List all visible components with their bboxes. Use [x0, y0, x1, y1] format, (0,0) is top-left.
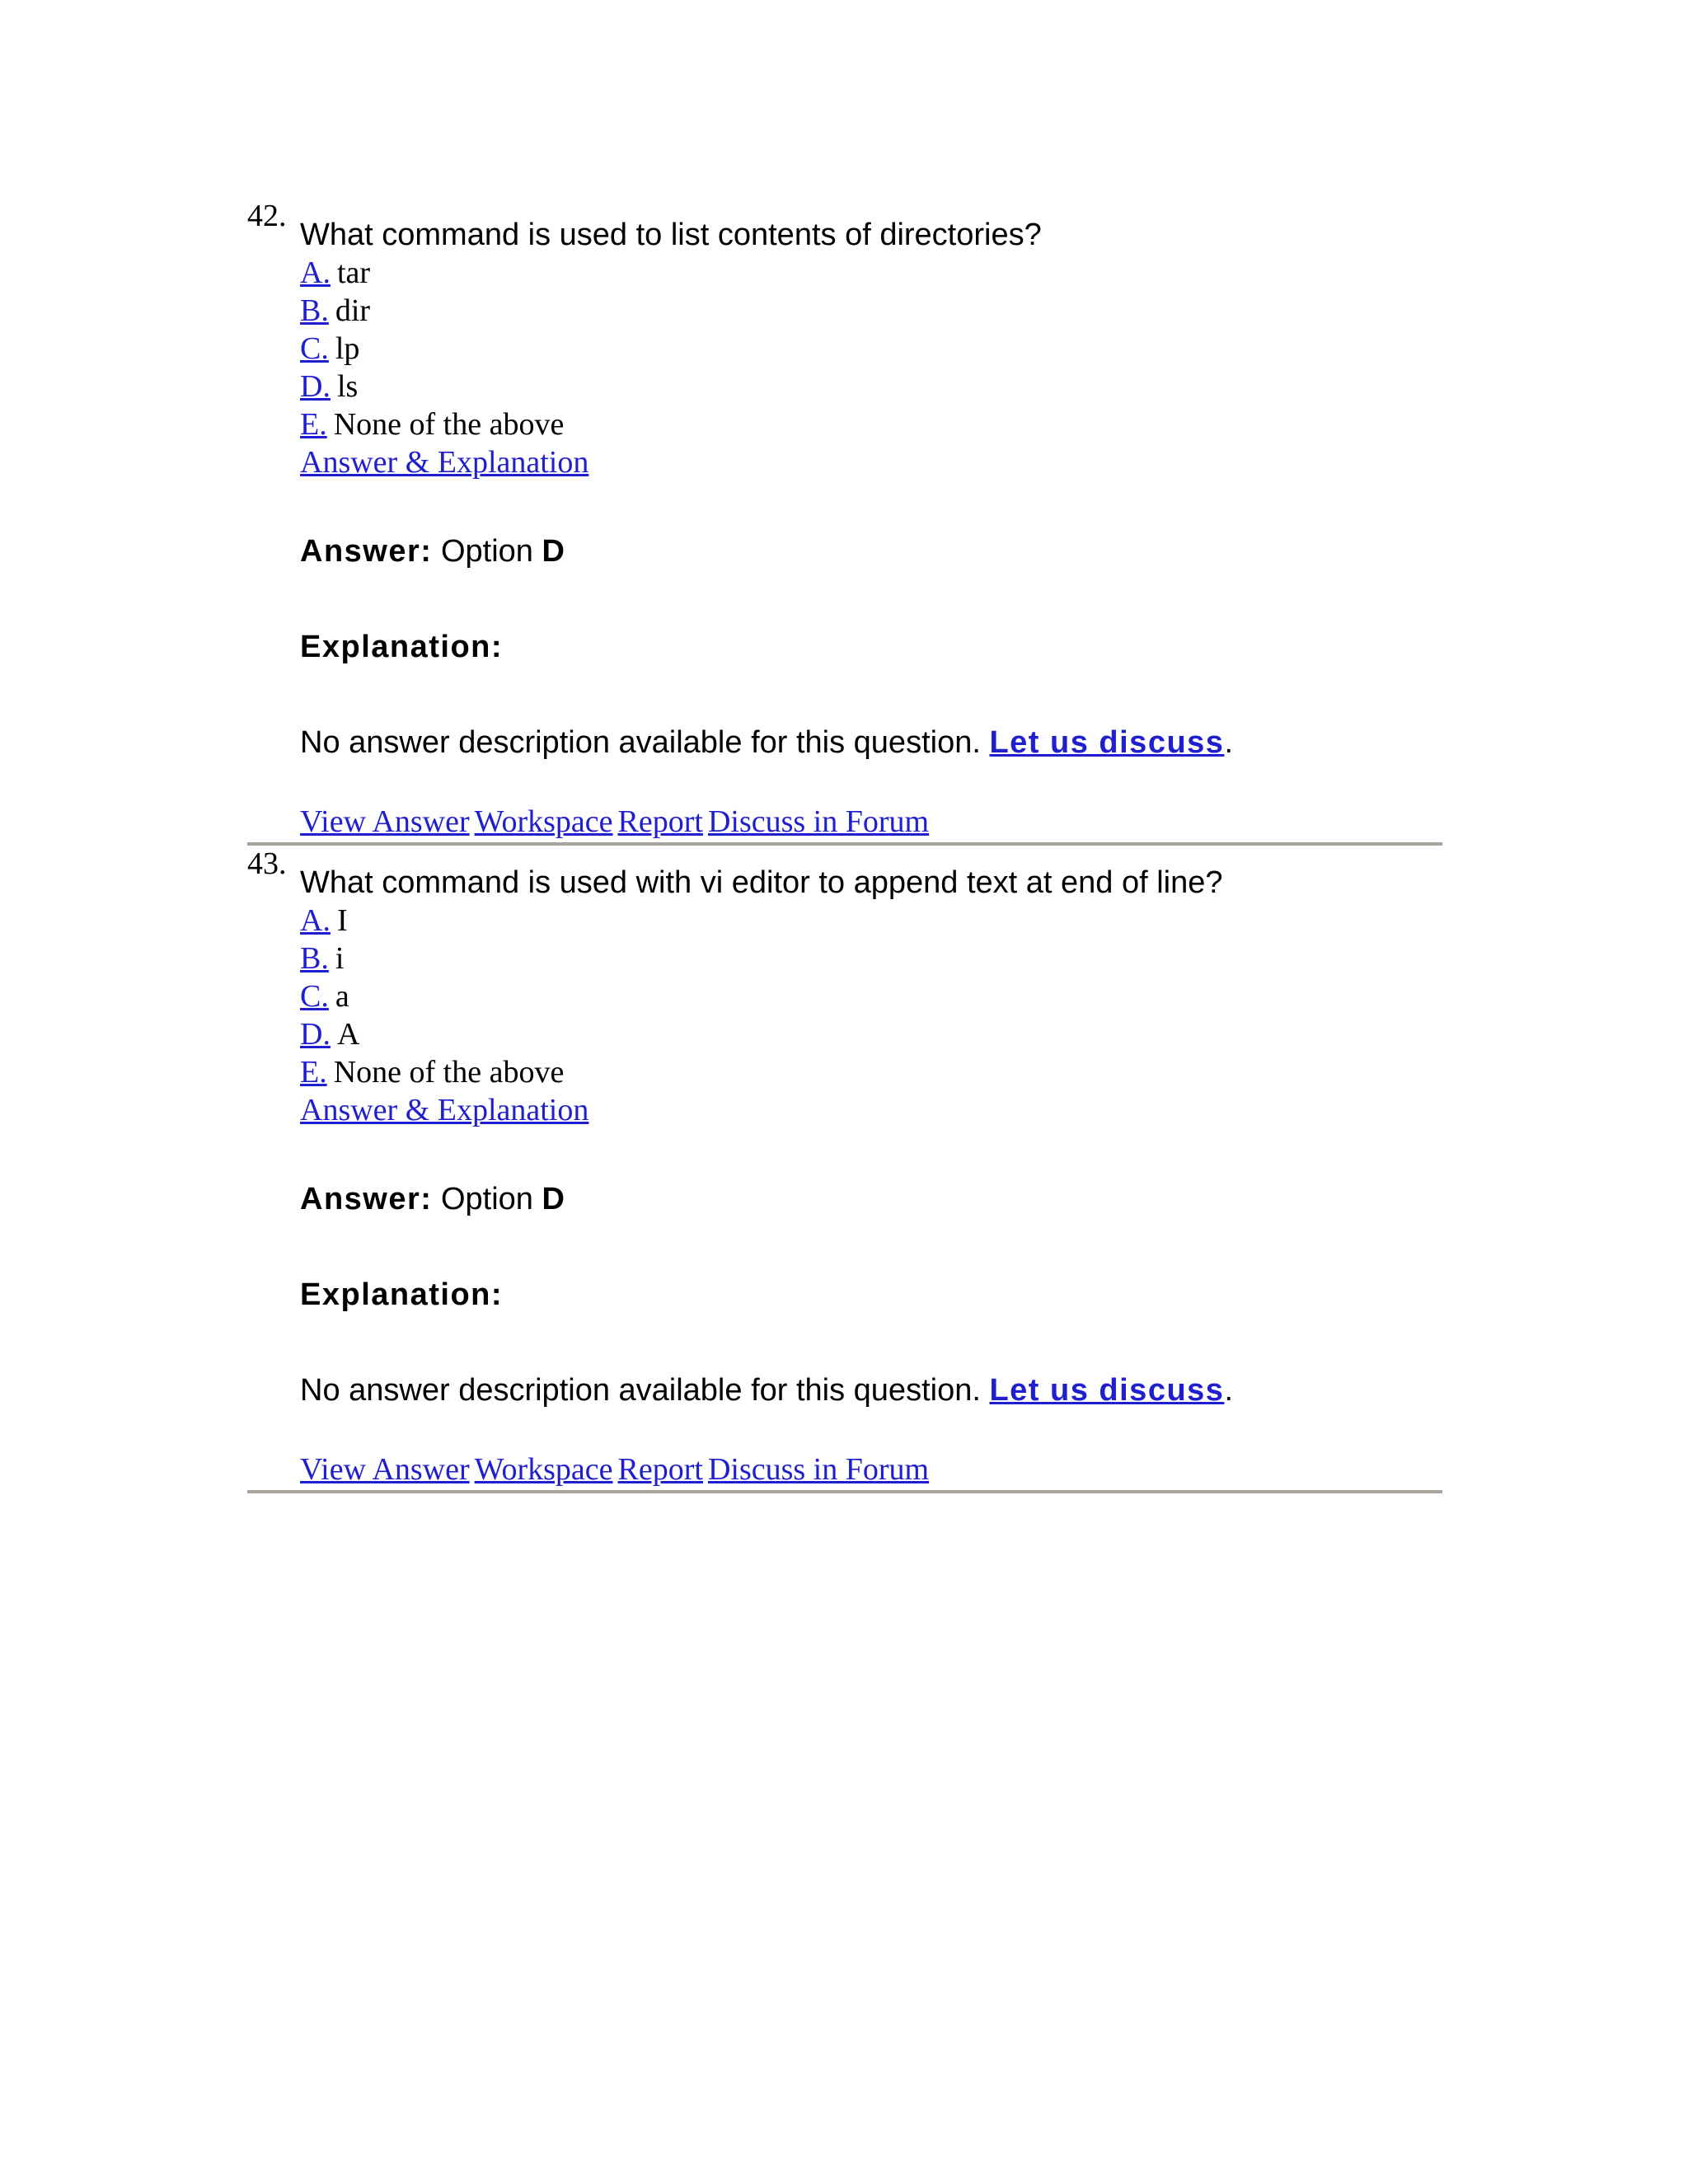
discuss-suffix: . [1224, 725, 1233, 760]
explanation-text-line [300, 1371, 1442, 1409]
option-d-link[interactable]: D. [300, 1017, 331, 1052]
option-b-text: i [335, 941, 345, 976]
question-text: What command is used with vi editor to append text at end of line? [300, 865, 1223, 900]
discuss-forum-link[interactable]: Discuss in Forum [707, 804, 930, 839]
answer-line [300, 1180, 1442, 1218]
question-43 [247, 846, 1442, 1493]
option-b-link[interactable]: B. [300, 941, 329, 976]
let-us-discuss-link[interactable]: Let us discuss [989, 1373, 1225, 1408]
answer-label: Answer: [300, 1182, 433, 1216]
explanation-text: No answer description available for this question. [300, 725, 981, 760]
option-a-link[interactable]: A. [300, 255, 331, 290]
option-d [300, 1015, 1442, 1053]
view-answer-link[interactable]: View Answer [300, 804, 470, 839]
question-list [247, 198, 1442, 1493]
answer-line [300, 532, 1442, 570]
question-number: 42. [247, 199, 287, 233]
workspace-link[interactable]: Workspace [474, 804, 613, 839]
option-b-text: dir [335, 293, 371, 328]
discuss-suffix: . [1224, 1373, 1233, 1408]
option-d [300, 368, 1442, 405]
option-c-link[interactable]: C. [300, 979, 329, 1014]
option-a [300, 254, 1442, 292]
option-b-link[interactable]: B. [300, 293, 329, 328]
answer-letter: D [542, 1182, 565, 1216]
explanation-text-line [300, 724, 1442, 762]
option-b [300, 292, 1442, 330]
option-d-link[interactable]: D. [300, 369, 331, 404]
option-e [300, 1053, 1442, 1091]
option-d-text: ls [336, 369, 359, 404]
option-e [300, 405, 1442, 443]
answer-label: Answer: [300, 534, 433, 569]
option-c [300, 330, 1442, 368]
answer-option-word: Option [440, 534, 533, 569]
workspace-link[interactable]: Workspace [474, 1452, 613, 1487]
question-number: 43. [247, 846, 287, 881]
question-footer-links [300, 1451, 1442, 1488]
option-a-text: tar [336, 255, 371, 290]
question-text: What command is used to list contents of directories? [300, 218, 1042, 252]
option-a [300, 902, 1442, 940]
answer-explanation-link[interactable]: Answer & Explanation [300, 1093, 589, 1127]
option-e-text: None of the above [333, 407, 565, 442]
option-b [300, 940, 1442, 977]
discuss-forum-link[interactable]: Discuss in Forum [707, 1452, 930, 1487]
option-c-link[interactable]: C. [300, 331, 329, 366]
explanation-heading: Explanation: [300, 630, 504, 664]
report-link[interactable]: Report [617, 804, 703, 839]
view-answer-link[interactable]: View Answer [300, 1452, 470, 1487]
option-e-link[interactable]: E. [300, 1055, 327, 1090]
answer-letter: D [542, 534, 565, 569]
option-d-text: A [336, 1017, 360, 1052]
report-link[interactable]: Report [617, 1452, 703, 1487]
option-e-text: None of the above [333, 1055, 565, 1090]
question-body [300, 198, 1442, 841]
option-e-link[interactable]: E. [300, 407, 327, 442]
option-a-link[interactable]: A. [300, 903, 331, 938]
option-c-text: a [335, 979, 349, 1014]
option-c [300, 977, 1442, 1015]
answer-explanation-link[interactable]: Answer & Explanation [300, 445, 589, 480]
question-42 [247, 198, 1442, 846]
answer-option-word: Option [440, 1182, 533, 1216]
question-body [300, 846, 1442, 1488]
explanation-text: No answer description available for this question. [300, 1373, 981, 1408]
explanation-heading: Explanation: [300, 1277, 504, 1312]
let-us-discuss-link[interactable]: Let us discuss [989, 725, 1225, 760]
question-footer-links [300, 803, 1442, 841]
option-a-text: I [336, 903, 348, 938]
option-c-text: lp [335, 331, 360, 366]
